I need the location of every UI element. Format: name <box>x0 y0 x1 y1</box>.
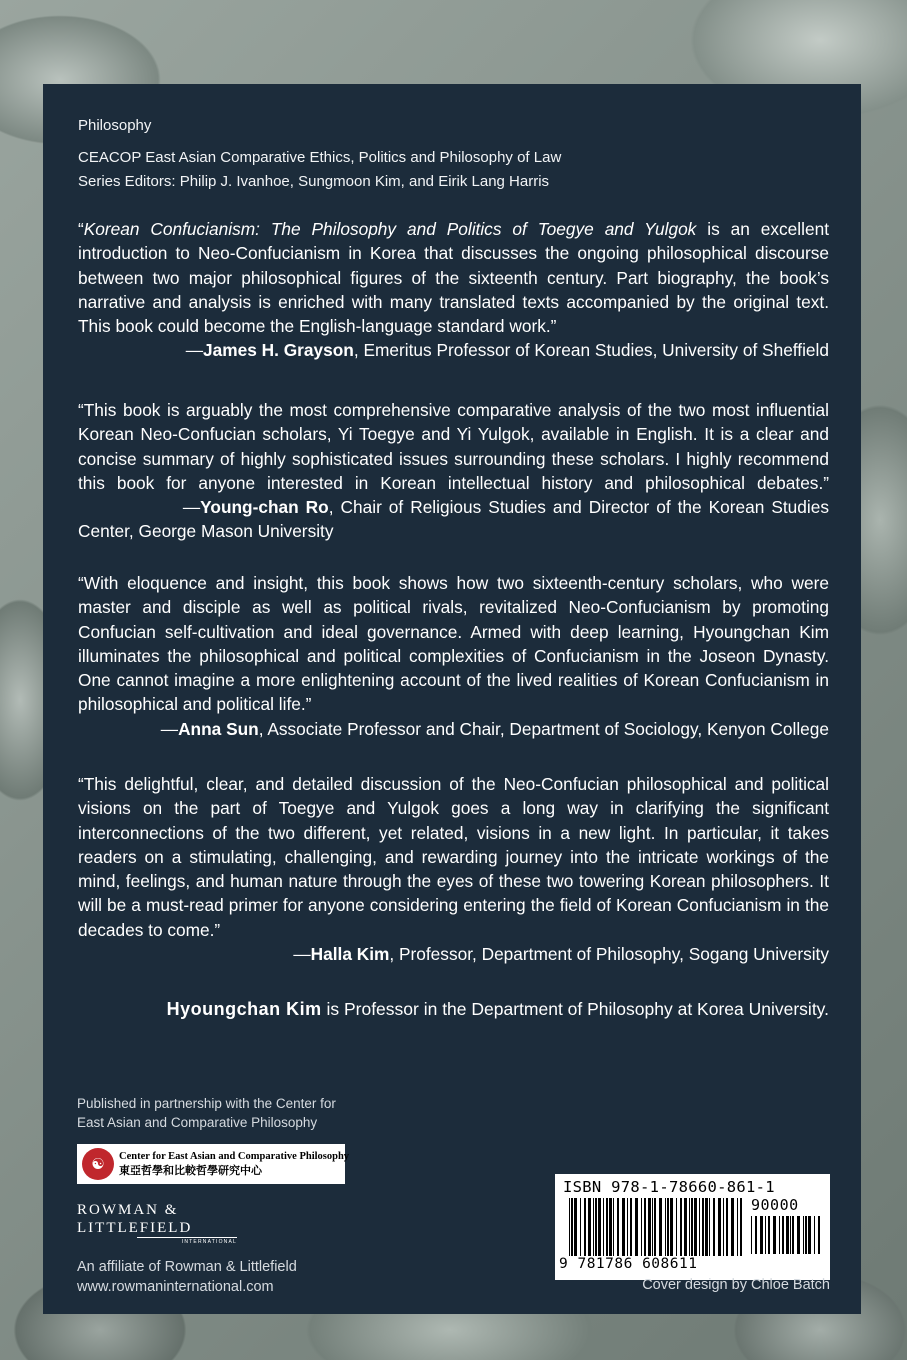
ceacop-logo <box>77 1144 350 1184</box>
barcode-digits: 9 781786 608611 <box>559 1256 698 1272</box>
series-title: CEACOP East Asian Comparative Ethics, Politics and Philosophy of Law <box>78 149 562 166</box>
endorsement-grayson <box>78 217 829 363</box>
series-editors: Series Editors: Philip J. Ivanhoe, Sungmoon Kim, and Eirik Lang Harris <box>78 173 550 190</box>
partnership-note: Published in partnership with the Center for East Asian and Comparative Philosophy <box>77 1096 336 1130</box>
author-name: Hyoungchan Kim <box>166 999 322 1019</box>
author-bio: Hyoungchan Kim is Professor in the Department of Philosophy at Korea University. <box>166 999 829 1019</box>
endorsement-attribution: —Anna Sun, Associate Professor and Chair, Department of Sociology, Kenyon College <box>160 718 829 739</box>
category-label: Philosophy <box>78 117 152 134</box>
endorsement-text: “This book is arguably the most comprehensive comparative analysis of the two most influential Korean Neo-Confucian scholars, Yi Toegye and Yi Yulgok, available in English. It is a clear and concise summary of highly sophisticated issues surrounding these scholars. I highly recommend this book for anyone interested in Korean intellectual history and philosophical debates.” —Young-chan Ro, Chair of Religious Studies and Director of the Korean Studies Center, George Mason University <box>78 400 829 542</box>
endorsement-attribution: —James H. Grayson, Emeritus Professor of Korean Studies, University of Sheffield <box>185 340 829 361</box>
ceacop-seal-icon: ☯ <box>82 1148 114 1180</box>
endorsement-attribution: —Halla Kim, Professor, Department of Philosophy, Sogang University <box>293 944 829 965</box>
publisher-affiliate: An affiliate of Rowman & Littlefield www.rowmaninternational.com <box>77 1259 297 1295</box>
book-title: Korean Confucianism: The Philosophy and Politics of Toegye and Yulgok <box>83 219 697 239</box>
back-cover-panel <box>43 84 861 1314</box>
endorsement-text: “With eloquence and insight, this book shows how two sixteenth-century scholars, who were master and disciple as well as political rivals, revitalized Neo-Confucianism by promoting Confucian self-cultivation and ideal governance. Armed with deep learning, Hyoungchan Kim illuminates the philosophical and political complexities of Confucianism in the Joseon Dynasty. One cannot imagine a more enlightening account of the lived realities of Korean Confucianism in philosophical and political life.” <box>78 573 829 715</box>
center-name-english: Center for East Asian and Comparative Philosophy <box>119 1151 350 1162</box>
endorser-name: Young-chan Ro <box>200 497 329 518</box>
ean-barcode-bars <box>569 1198 744 1256</box>
endorsement-kim <box>78 772 829 966</box>
center-name-chinese: 東亞哲學和比較哲學研究中心 <box>119 1164 262 1177</box>
endorsement-text: “Korean Confucianism: The Philosophy and Politics of Toegye and Yulgok is an excellent introduction to Neo-Confucianism in Korea that discusses the ongoing philosophical discourse between two major philosophical figures of the sixteenth century. Part biography, the book’s narrative and analysis is enriched with many translated texts accompanied by the original text. This book could become the English-language standard work.” <box>78 219 829 337</box>
endorser-name: Halla Kim <box>310 944 390 965</box>
endorser-name: James H. Grayson <box>203 340 354 361</box>
endorsement-text: “This delightful, clear, and detailed discussion of the Neo-Confucian philosophical and political visions on the part of Toegye and Yulgok goes a long way in clarifying the significant interconnections of the two different, yet related, visions in a new light. In particular, it takes readers on a stimulating, challenging, and rewarding journey into the intricate workings of the mind, feelings, and human nature through the eyes of these two towering Korean philosophers. It will be a must-read primer for anyone considering entering the field of Korean Confucianism in the decades to come.” <box>78 774 829 940</box>
rowman-littlefield-logo: ROWMAN & LITTLEFIELD INTERNATIONAL <box>77 1202 237 1245</box>
cover-design-credit: Cover design by Chloe Batch <box>642 1277 830 1293</box>
addon-barcode-bars <box>751 1216 821 1254</box>
price-code: 90000 <box>751 1196 799 1214</box>
isbn-barcode <box>555 1174 830 1280</box>
endorsement-ro <box>78 398 829 544</box>
endorser-name: Anna Sun <box>178 718 259 739</box>
publisher-website: www.rowmaninternational.com <box>77 1279 274 1295</box>
endorsement-sun <box>78 571 829 741</box>
isbn-text: ISBN 978-1-78660-861-1 <box>563 1178 775 1196</box>
